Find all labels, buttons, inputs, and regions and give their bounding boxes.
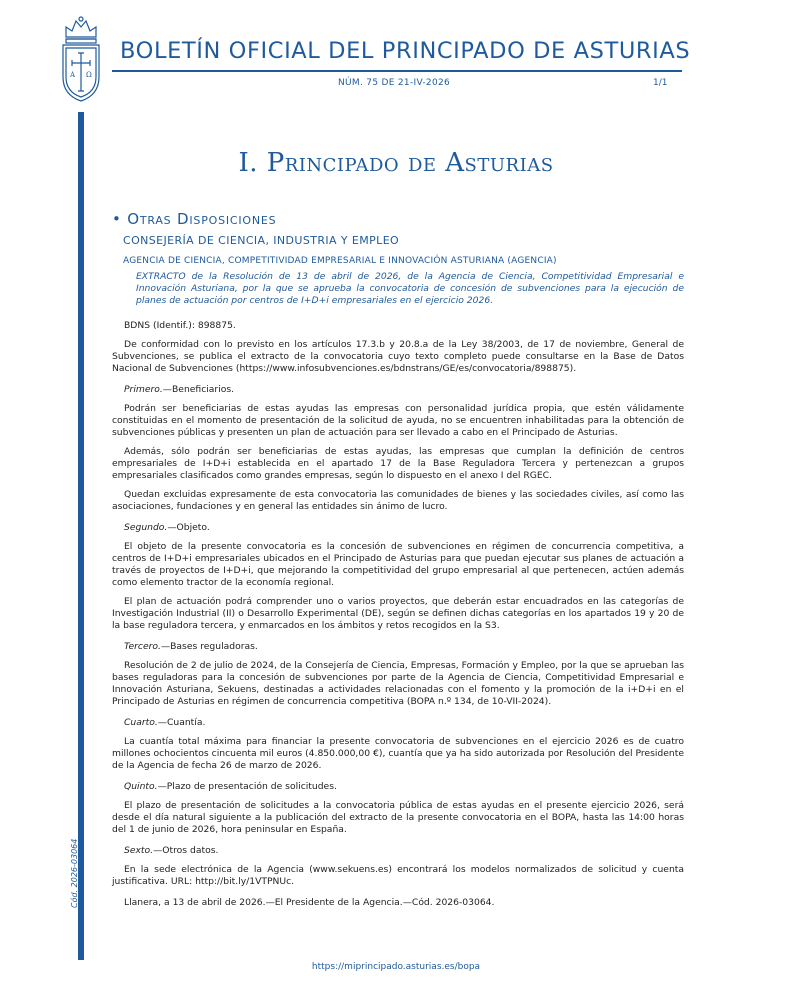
article-heading: Sexto.—Otros datos. <box>124 845 219 856</box>
article-heading: Cuarto.—Cuantía. <box>124 717 206 728</box>
article-heading: Tercero.—Bases reguladoras. <box>124 641 258 652</box>
ministry-name: CONSEJERÍA DE CIENCIA, INDUSTRIA Y EMPLEO <box>123 234 400 247</box>
signature-line: Llanera, a 13 de abril de 2026.—El Presidente de la Agencia.—Cód. 2026-03064. <box>124 897 495 908</box>
sidebar-bar <box>78 112 84 960</box>
subsection-label: • Otras Disposiciones <box>112 210 277 228</box>
paragraph: Quedan excluidas expresamente de esta convocatoria las comunidades de bienes y las sociedades civiles, así como las asociaciones, fundaciones y en general las entidades sin ánimo de lucro. <box>112 489 684 512</box>
article-heading: Segundo.—Objeto. <box>124 522 210 533</box>
article-heading: Primero.—Beneficiarios. <box>124 384 235 395</box>
svg-text:Ω: Ω <box>86 71 92 79</box>
document-body <box>112 320 684 916</box>
asturias-coat-of-arms-icon <box>58 15 104 103</box>
issue-number: NÚM. 75 DE 21-IV-2026 <box>338 78 451 88</box>
section-heading: I. Principado de Asturias <box>238 148 554 178</box>
page-number: 1/1 <box>653 78 668 88</box>
paragraph: En la sede electrónica de la Agencia (www.sekuens.es) encontrará los modelos normalizados de solicitud y cuenta justificativa. URL: http://bit.ly/1VTPNUc. <box>112 864 684 887</box>
article-heading: Quinto.—Plazo de presentación de solicitudes. <box>124 781 337 792</box>
paragraph: Resolución de 2 de julio de 2024, de la Consejería de Ciencia, Empresas, Formación y Empleo, por la que se aprueban las bases reguladoras para la concesión de subvenciones por parte de la Agencia de Ciencia, Competitividad Empresarial e Innovación Asturiana, Sekuens, destinadas a actividades relacionadas con el fomento y la promoción de la i+D+i en el Principado de Asturias en régimen de concurrencia competitiva (BOPA n.º 134, de 10-VII-2024). <box>112 660 684 707</box>
extract-summary: EXTRACTO de la Resolución de 13 de abril de 2026, de la Agencia de Ciencia, Competitividad Empresarial e Innovación Asturiana, por la que se aprueba la convocatoria de concesión de subvenciones para la ejecución de planes de actuación por centros de I+D+i empresariales en el ejercicio 2026. <box>136 271 684 306</box>
svg-text:A: A <box>70 71 76 79</box>
intro-paragraph: De conformidad con lo previsto en los artículos 17.3.b y 20.8.a de la Ley 38/2003, de 17 de noviembre, General de Subvenciones, se publica el extracto de la convocatoria cuyo texto completo puede consultarse en la Base de Datos Nacional de Subvenciones (https://www.infosubvenciones.es/bdnstrans/GE/es/convocatoria/898875). <box>112 339 684 374</box>
paragraph: El objeto de la presente convocatoria es la concesión de subvenciones en régimen de concurrencia competitiva, a centros de I+D+i empresariales ubicados en el Principado de Asturias para que puedan ejecutar sus planes de actuación a través de proyectos de I+D+i, que mejorando la competitividad del grupo empresarial al que pertenecen, actúen además como elemento tractor de la economía regional. <box>112 541 684 588</box>
paragraph: Además, sólo podrán ser beneficiarias de estas ayudas, las empresas que cumplan la definición de centros empresariales de I+D+i establecida en el apartado 17 de la Base Reguladora Tercera y pertenezcan a grupos empresariales clasificados como grandes empresas, según lo dispuesto en el anexo I del RGEC. <box>112 446 684 481</box>
paragraph: La cuantía total máxima para financiar la presente convocatoria de subvenciones en el ejercicio 2026 es de cuatro millones ochocientos cincuenta mil euros (4.850.000,00 €), cuantía que ya ha sido autorizada por Resolución del Presidente de la Agencia de fecha 26 de marzo de 2026. <box>112 736 684 771</box>
header-rule <box>112 70 682 72</box>
bulletin-title: BOLETÍN OFICIAL DEL PRINCIPADO DE ASTURIAS <box>120 38 691 64</box>
agency-name: AGENCIA DE CIENCIA, COMPETITIVIDAD EMPRESARIAL E INNOVACIÓN ASTURIANA (AGENCIA) <box>123 256 557 266</box>
document-code: Cód. 2026-03064 <box>70 838 79 908</box>
paragraph: Podrán ser beneficiarias de estas ayudas las empresas con personalidad jurídica propia, que estén válidamente constituidas en el momento de presentación de la solicitud de ayuda, no se encuentren inhabilitadas para la obtención de subvenciones públicas y presenten un plan de actuación para ser llevado a cabo en el Principado de Asturias. <box>112 403 684 438</box>
footer-link[interactable]: https://miprincipado.asturias.es/bopa <box>311 962 481 972</box>
paragraph: El plazo de presentación de solicitudes a la convocatoria pública de estas ayudas en el presente ejercicio 2026, será desde el día natural siguiente a la publicación del extracto de la presente convocatoria en el BOPA, hasta las 14:00 horas del 1 de junio de 2026, hora peninsular en España. <box>112 800 684 835</box>
paragraph: El plan de actuación podrá comprender uno o varios proyectos, que deberán estar encuadrados en las categorías de Investigación Industrial (II) o Desarrollo Experimental (DE), según se definen dichas categorías en los apartados 19 y 20 de la base reguladora tercera, y enmarcados en los ámbitos y retos recogidos en la S3. <box>112 596 684 631</box>
bdns-id: BDNS (Identif.): 898875. <box>124 320 236 331</box>
